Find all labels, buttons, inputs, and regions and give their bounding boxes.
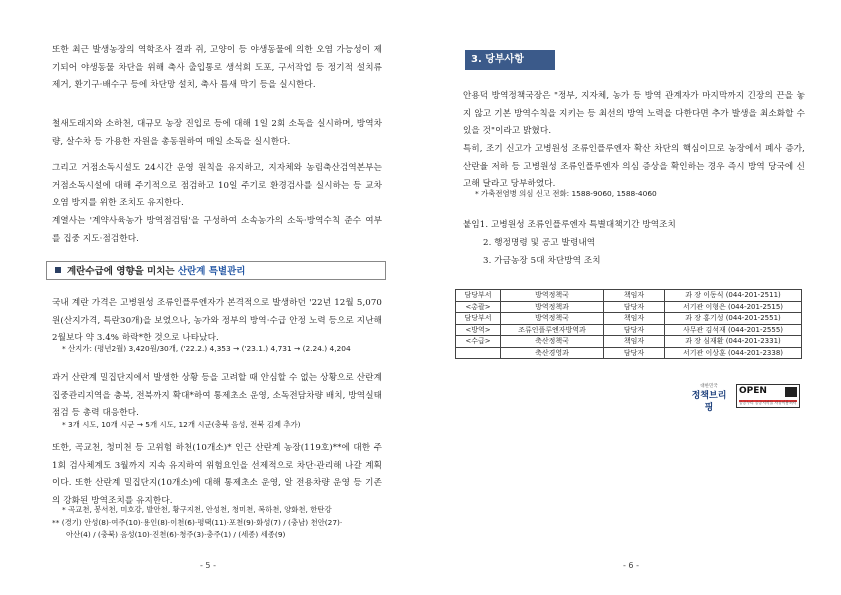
paragraph-disinfection-facility: 그리고 거점소독시설도 24시간 운영 원칙을 유지하고, 지자체와 농림축산검역본부는 거점소독시설에 대해 주기적으로 점검하고 10일 주기로 환경검사를 실시하는 등 교차오염 방지를 위한 조치도 유지한다. (52, 163, 382, 208)
contacts-table (455, 289, 802, 359)
paragraph-layer-management: 과거 산란계 밀집단지에서 발생한 상황 등을 고려할 때 안심할 수 없는 상황으로 산란계 집중관리지역을 충북, 전북까지 확대*하여 통제초소 운영, 소독전담차량 배치, 방역실태 점검 등 총력 대응한다. (52, 373, 382, 418)
license-badge-icon (785, 387, 797, 397)
footnote-report-phone: * 가축전염병 의심 신고 전화: 1588-9060, 1588-4060 (475, 189, 657, 198)
footnote-farms-line2: 아산(4) / (충북) 음성(10)·진천(6)·청주(3)·충주(1) / (세종) 세종(9) (66, 530, 286, 539)
table-row: 담당부서 방역정책국 책임자 과 장 이동식 (044-201-2511) (456, 290, 802, 302)
table-row: <수급> 축산정책국 책임자 과 장 심재환 (044-201-2331) (456, 336, 802, 348)
section-heading: 계란수급에 영향을 미치는 산란계 특별관리 (46, 261, 386, 280)
square-bullet-icon (55, 267, 61, 273)
paragraph-disinfection: 철새도래지와 소하천, 대규모 농장 진입로 등에 대해 1일 2회 소독을 실시하며, 방역차량, 살수차 등 가용한 자원을 총동원하여 매일 소독을 실시한다. (52, 119, 382, 147)
paragraph-wildlife: 또한 최근 발생농장의 역학조사 결과 쥐, 고양이 등 야생동물에 의한 오염 가능성이 제기되어 야생동물 차단을 위해 축사 출입통로 생석회 도포, 구서작업 등 정기적 설치류 제거, 환기구·배수구 등에 차단망 설치, 축사 틈새 막기 등을 실시한다. (52, 45, 382, 90)
footnote-farms-line1: ** (경기) 안성(8)·여주(10)·용인(8)·이천(6)·평택(11)·포천(9)·화성(7) / (충남) 천안(27)· (52, 518, 343, 527)
attachment-3: 3. 가금농장 5대 차단방역 조치 (483, 256, 601, 266)
open-license-logo: OPEN 공공누리 공공저작물 자유이용허락 (736, 384, 800, 408)
section-title: 3. 당부사항 (465, 50, 555, 70)
page-number: - 6 - (623, 561, 639, 570)
table-row: <방역> 조류인플루엔자방역과 담당자 사무관 김석재 (044-201-2555) (456, 324, 802, 336)
paragraph-egg-price: 국내 계란 가격은 고병원성 조류인플루엔자가 본격적으로 발생하던 '22년 12월 5,070원(산지가격, 특란30개)을 보였으나, 농가와 정부의 방역·수급 안정 노력 등으로 지난해 2월보다 약 3.4% 하락*한 것으로 나타났다. (52, 298, 382, 343)
table-row: 축산경영과 담당자 서기관 이상훈 (044-201-2338) (456, 347, 802, 359)
page-number: - 5 - (200, 561, 216, 570)
footnote-rivers: * 곡교천, 봉서천, 미호강, 발안천, 황구지천, 안성천, 청미천, 복하천, 양화천, 한탄강 (62, 505, 332, 514)
paragraph-affiliate: 계열사는 '계약사육농가 방역점검팀'을 구성하여 소속농가의 소독·방역수칙 준수 여부를 집중 지도·점검한다. (52, 216, 382, 244)
page-5 (0, 0, 420, 595)
policy-briefing-logo: 대한민국 정책브리핑 (691, 384, 727, 413)
paragraph-early-report: 특히, 조기 신고가 고병원성 조류인플루엔자 확산 차단의 핵심이므로 농장에서 폐사 증가, 산란율 저하 등 고병원성 조류인플루엔자 의심 증상을 확인하는 경우 즉시 방역 당국에 신고해 달라고 당부하였다. (463, 144, 805, 189)
footnote-farm-price: * 산지가: (평년2월) 3,420원/30개, ('22.2.) 4,353 → ('23.1.) 4,731 → (2.24.) 4,204 (62, 344, 351, 353)
attachment-2: 2. 행정명령 및 공고 발령내역 (483, 238, 596, 248)
logo-area (689, 384, 801, 413)
paragraph-director-statement: 안용덕 방역정책국장은 "정부, 지자체, 농가 등 방역 관계자가 마지막까지 긴장의 끈을 놓지 않고 기본 방역수칙을 지키는 등 최선의 방역 노력을 다한다면 추가 발생을 최소화할 수 있을 것"이라고 밝혔다. (463, 91, 805, 136)
paragraph-high-risk-rivers: 또한, 곡교천, 청미천 등 고위험 하천(10개소)* 인근 산란계 농장(119호)**에 대한 주 1회 검사체계도 3월까지 지속 유지하여 위험요인을 선제적으로 차단·관리해 나갈 계획이다. 또한 산란계 밀집단지(10개소)에 대해 통제초소 운영, 알 전용차량 운영 등 기존의 강화된 방역조치를 유지한다. (52, 443, 382, 506)
table-row: <총괄> 방역정책과 담당자 서기관 이형은 (044-201-2515) (456, 301, 802, 313)
table-row: 담당부서 방역정책국 책임자 과 장 홍기성 (044-201-2551) (456, 313, 802, 325)
attachment-1: 붙임1. 고병원성 조류인플루엔자 특별대책기간 방역조치 (463, 220, 676, 230)
footnote-regions: * 3개 시도, 10개 시군 → 5개 시도, 12개 시군(충북 음성, 전북 김제 추가) (62, 420, 301, 429)
